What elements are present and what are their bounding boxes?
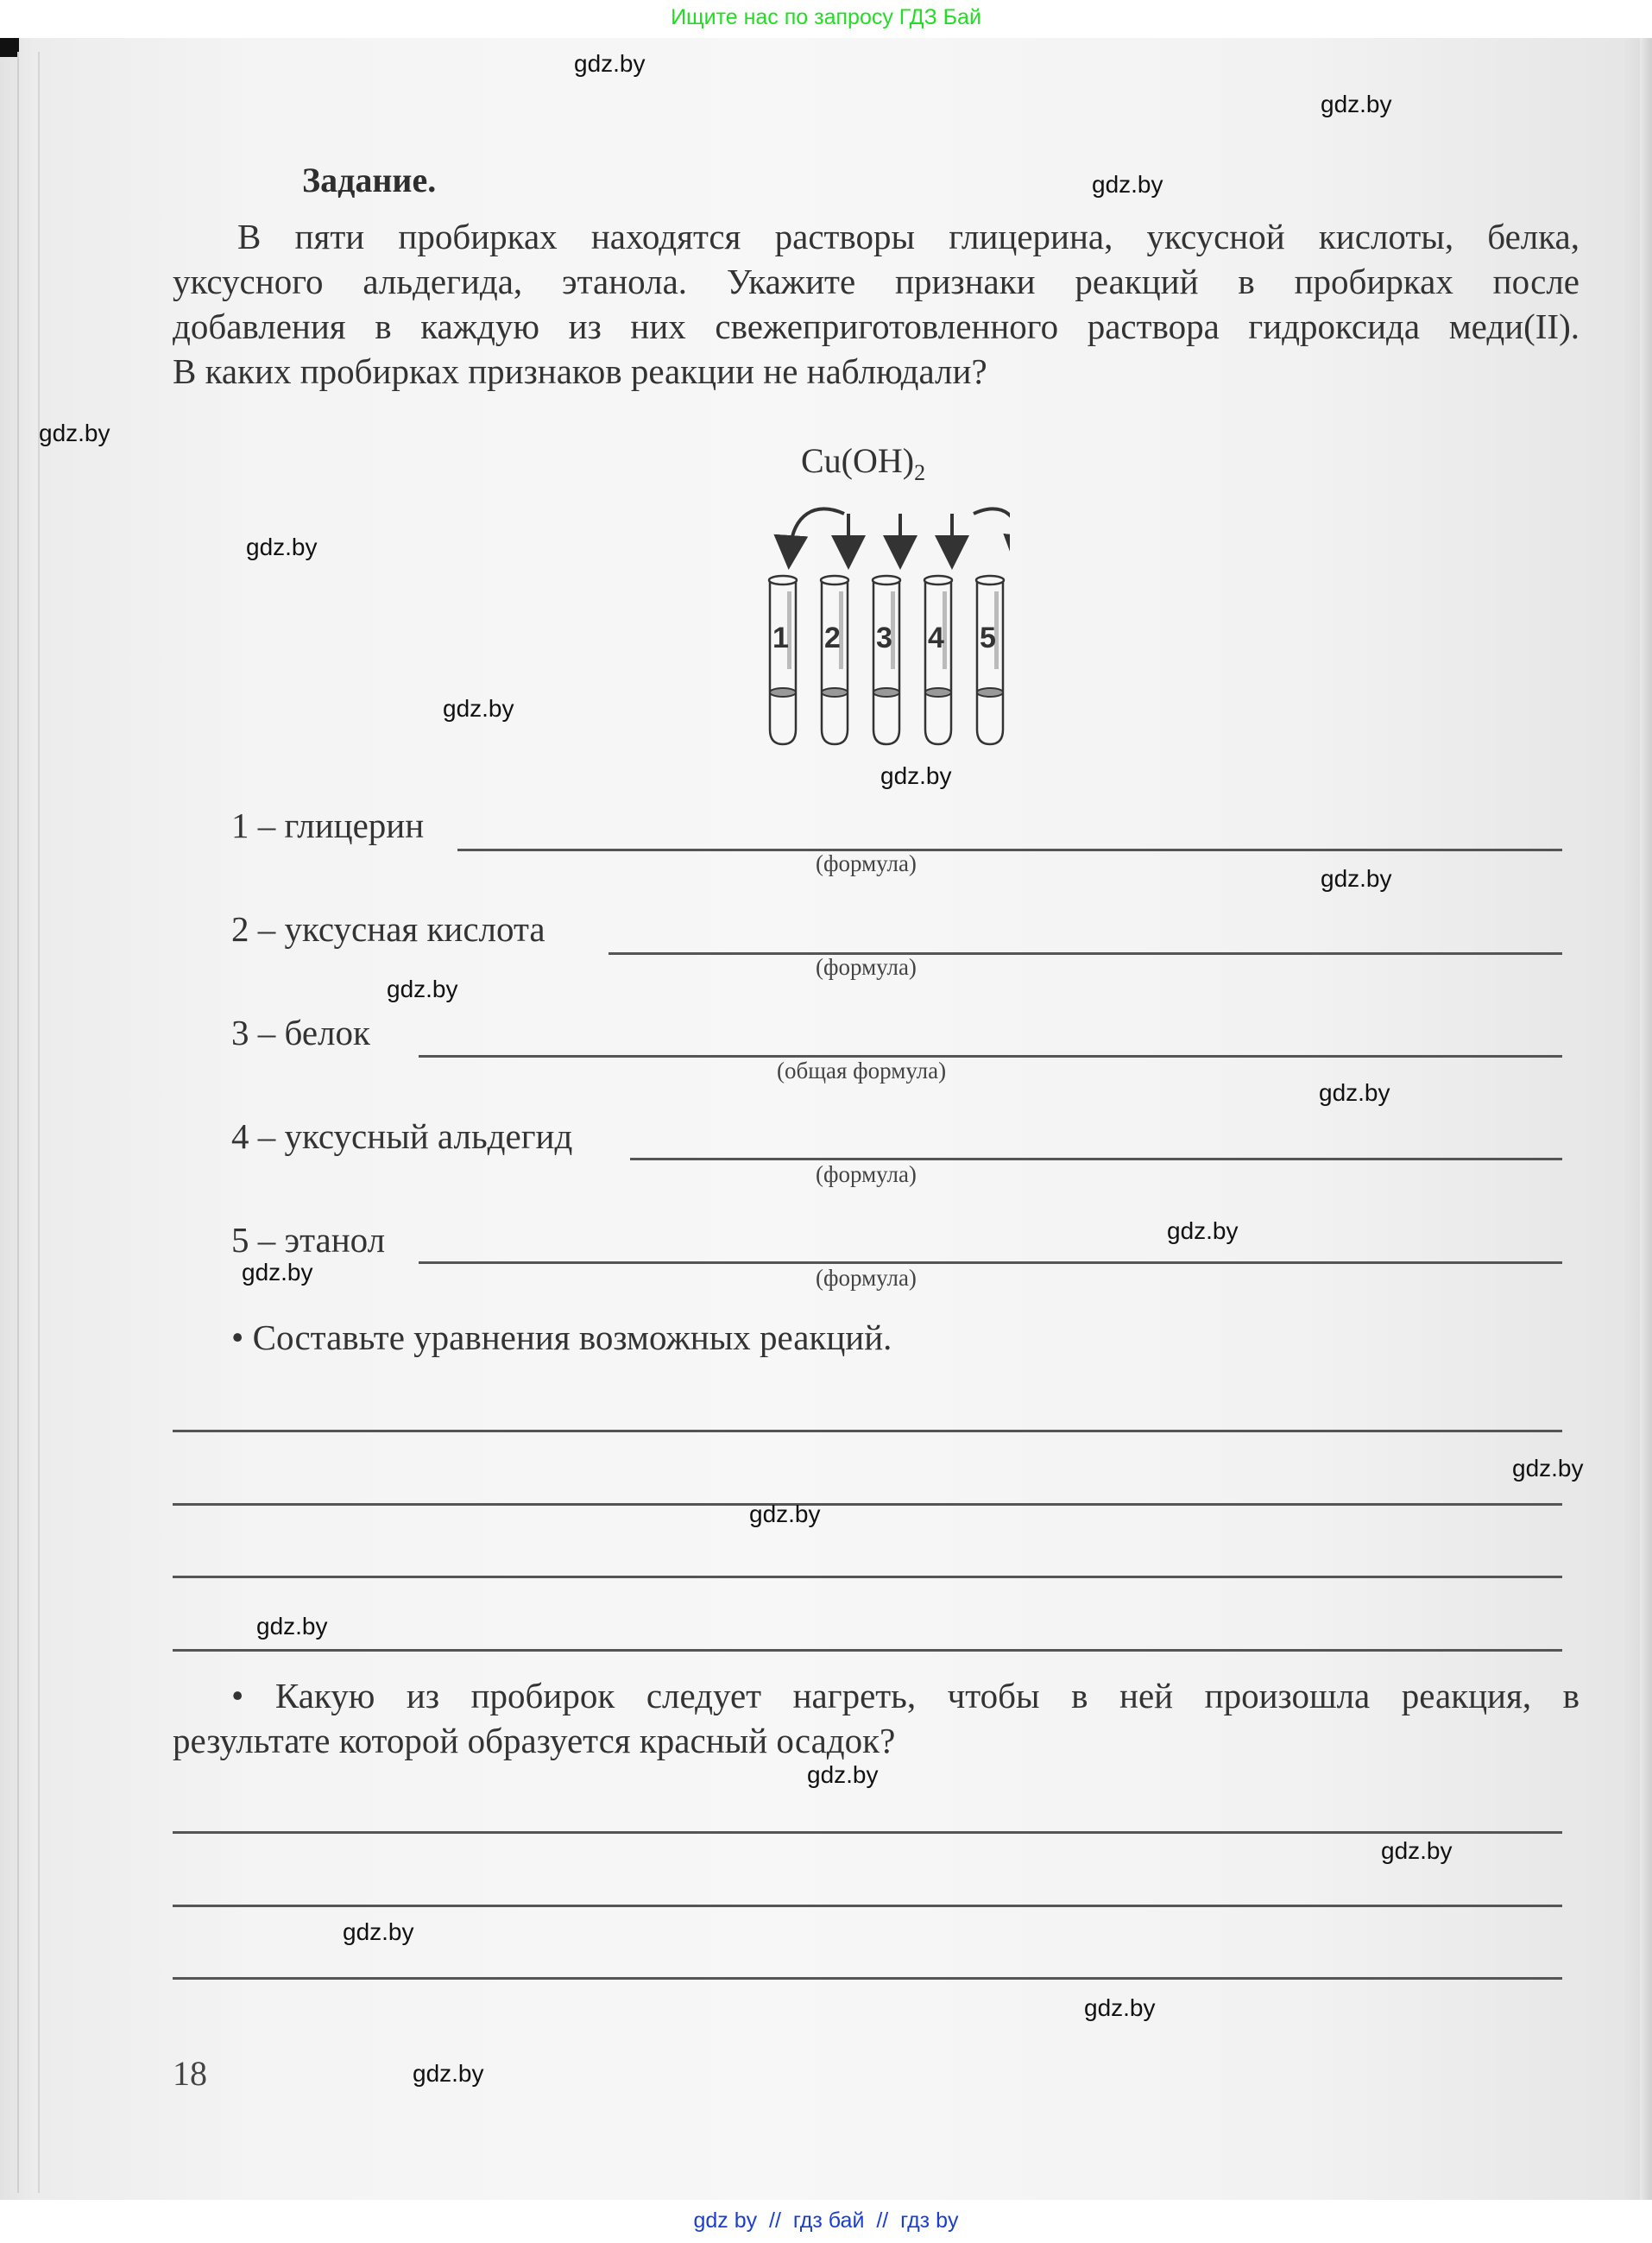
binding-corner <box>0 38 19 57</box>
equation-line[interactable] <box>173 1503 1562 1506</box>
answer-line[interactable] <box>173 1905 1562 1907</box>
paragraph-line: В каких пробирках признаков реакции не наблюдали? <box>173 351 987 391</box>
watermark: gdz.by <box>1319 1079 1390 1106</box>
watermark: gdz.by <box>1092 171 1163 198</box>
field-caption: (формула) <box>816 954 917 980</box>
answer-line[interactable] <box>173 1831 1562 1834</box>
page-right-edge <box>1640 38 1652 2200</box>
tubes-illustration <box>734 432 1010 751</box>
reagent-text: Cu(OH) <box>801 441 915 480</box>
answer-field-acetaldehyde[interactable] <box>630 1158 1562 1160</box>
equations-prompt: • Составьте уравнения возможных реакций. <box>231 1317 892 1357</box>
item-glycerin: 1 – глицерин <box>231 806 425 845</box>
answer-field-acetic-acid[interactable] <box>608 952 1562 955</box>
watermark: gdz.by <box>39 420 110 446</box>
field-caption: (общая формула) <box>777 1058 947 1084</box>
tube-number: 3 <box>876 622 892 654</box>
paragraph-line: уксусного альдегида, этанола. Укажите признаки реакций в пробирках после <box>173 262 1579 301</box>
equation-line[interactable] <box>173 1430 1562 1432</box>
paragraph-line: добавления в каждую из них свежеприготовленного раствора гидроксида меди(II). <box>173 306 1579 346</box>
answer-field-ethanol[interactable] <box>419 1261 1562 1264</box>
watermark: gdz.by <box>343 1918 414 1945</box>
watermark: gdz.by <box>413 2060 484 2087</box>
footer-text: gdz by // гдз бай // гдз by <box>693 2208 959 2233</box>
tube-number: 5 <box>980 622 996 654</box>
watermark: gdz.by <box>387 976 458 1002</box>
field-caption: (формула) <box>816 1265 917 1291</box>
watermark: gdz.by <box>880 762 952 789</box>
tube-number: 1 <box>772 622 789 654</box>
field-caption: (формула) <box>816 1161 917 1187</box>
watermark: gdz.by <box>807 1761 879 1788</box>
binding-edge <box>38 52 40 2193</box>
watermark: gdz.by <box>749 1501 821 1527</box>
tube-number: 4 <box>928 622 944 654</box>
site-footer <box>0 2200 1652 2243</box>
reagent-subscript: 2 <box>914 460 926 485</box>
watermark: gdz.by <box>246 534 318 560</box>
item-acetic-acid: 2 – уксусная кислота <box>231 909 545 949</box>
watermark: gdz.by <box>443 695 514 722</box>
item-ethanol: 5 – этанол <box>231 1220 386 1260</box>
equation-line[interactable] <box>173 1649 1562 1652</box>
watermark: gdz.by <box>1321 91 1392 117</box>
question-line: результате которой образуется красный осадок? <box>173 1721 896 1760</box>
watermark: gdz.by <box>256 1613 328 1640</box>
question-line: • Какую из пробирок следует нагреть, чтобы в ней произошла реакция, в <box>231 1676 1579 1715</box>
field-caption: (формула) <box>816 850 917 876</box>
watermark: gdz.by <box>1512 1455 1584 1482</box>
tube-number: 2 <box>824 622 841 654</box>
banner-text: Ищите нас по запросу ГДЗ Бай <box>671 5 981 29</box>
binding-edge <box>17 52 19 2193</box>
watermark: gdz.by <box>1167 1217 1239 1244</box>
watermark: gdz.by <box>1084 1994 1156 2021</box>
answer-field-protein[interactable] <box>419 1055 1562 1058</box>
heat-question <box>173 1673 1579 1763</box>
watermark: gdz.by <box>242 1259 313 1286</box>
answer-field-glycerin[interactable] <box>457 849 1562 851</box>
task-title: Задание. <box>302 161 437 199</box>
search-hint-banner <box>0 0 1652 38</box>
paragraph-line: В пяти пробирках находятся растворы глицерина, уксусной кислоты, белка, <box>237 217 1579 256</box>
watermark: gdz.by <box>1321 865 1392 892</box>
equation-line[interactable] <box>173 1576 1562 1578</box>
item-protein: 3 – белок <box>231 1013 370 1052</box>
item-acetaldehyde: 4 – уксусный альдегид <box>231 1116 573 1156</box>
test-tubes-diagram <box>734 432 1010 751</box>
watermark: gdz.by <box>1381 1837 1453 1864</box>
page-number: 18 <box>173 2054 207 2093</box>
task-paragraph <box>173 214 1579 394</box>
watermark: gdz.by <box>574 50 646 77</box>
arrow-icon <box>790 509 1010 553</box>
answer-line[interactable] <box>173 1977 1562 1980</box>
